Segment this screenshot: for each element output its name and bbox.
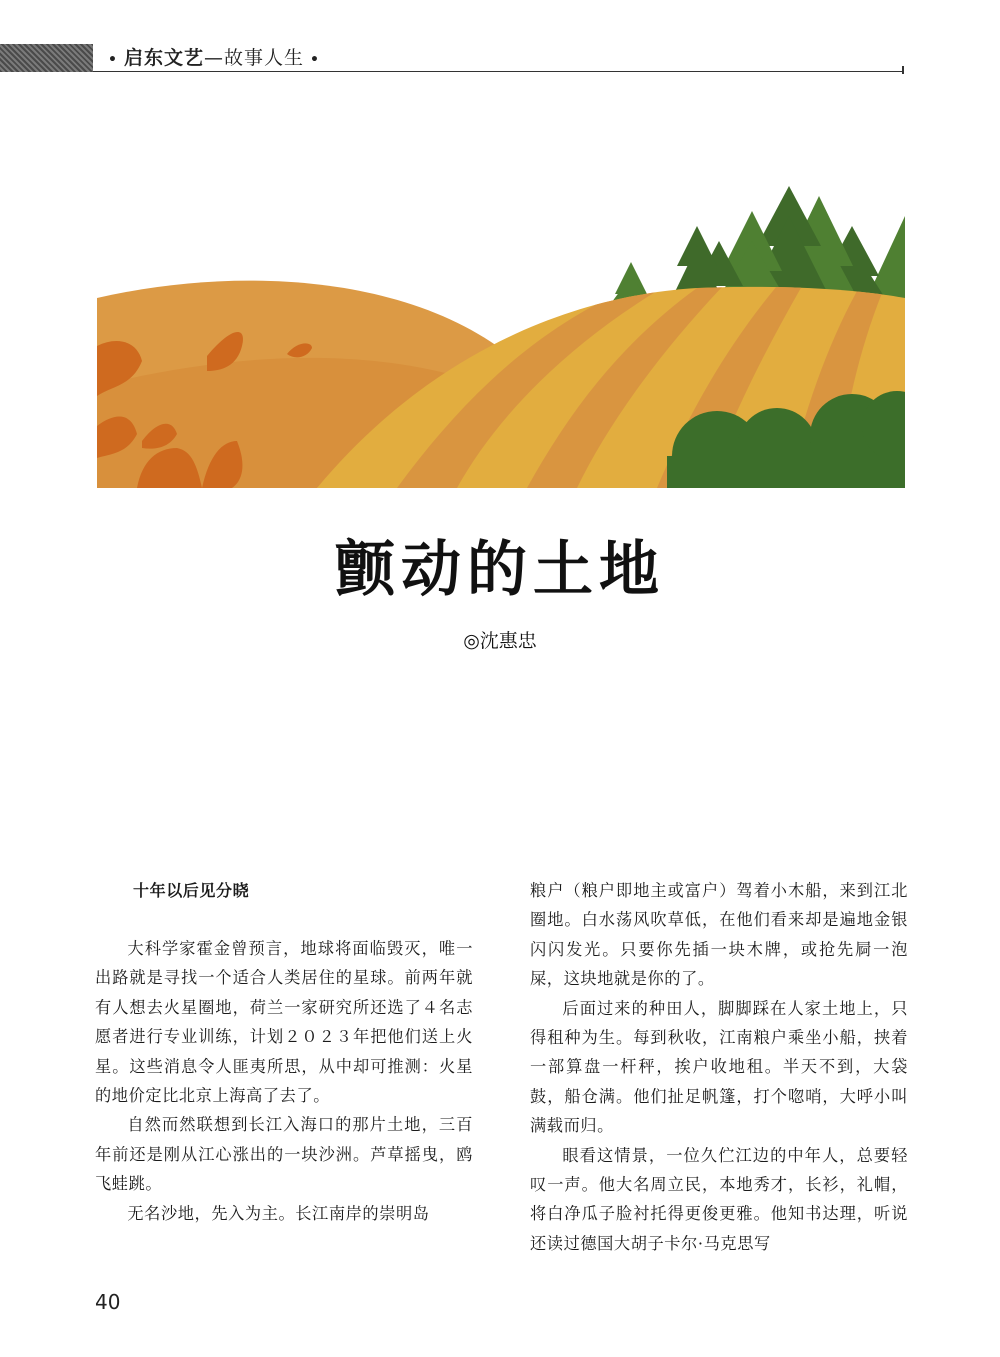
- article-title: 颤动的土地: [335, 535, 665, 605]
- paragraph: 后面过来的种田人，脚脚踩在人家土地上，只得租种为生。每到秋收，江南粮户乘坐小船，挟着一部算盘一杆秤，挨户收地租。半天不到，大袋鼓，船仓满。他们扯足帆篷，打个唿哨，大呼小叫满载而归。: [530, 998, 908, 1136]
- landscape-illustration: [97, 186, 905, 488]
- header-rule: [93, 71, 903, 72]
- header-dot-right: •: [309, 52, 320, 68]
- magazine-name: 启东文艺: [123, 47, 204, 69]
- paragraph: 大科学家霍金曾预言，地球将面临毁灭，唯一出路就是寻找一个适合人类居住的星球。前两年就有人想去火星圈地，荷兰一家研究所还选了４名志愿者进行专业训练，计划２０２３年把他们送上火星。这些消息令人匪夷所思，从中却可推测：火星的地价定比北京上海高了去了。: [95, 939, 473, 1106]
- running-header: [102, 44, 326, 72]
- article-author: ◎沈惠忠: [463, 630, 537, 652]
- header-dot-left: •: [108, 52, 118, 68]
- header-rule-end: [902, 66, 904, 74]
- right-column: [530, 876, 908, 1258]
- header-separator: —: [203, 47, 224, 69]
- section-heading: 十年以后见分晓: [133, 881, 250, 900]
- left-column: [95, 876, 473, 1228]
- paragraph-spacer: [95, 905, 473, 934]
- paragraph: 粮户（粮户即地主或富户）驾着小木船，来到江北圈地。白水荡风吹草低，在他们看来却是遍地金银闪闪发光。只要你先插一块木牌，或抢先屙一泡屎，这块地就是你的了。: [530, 881, 908, 989]
- paragraph: 无名沙地，先入为主。长江南岸的崇明岛: [127, 1203, 430, 1223]
- page-number: 40: [95, 1290, 121, 1314]
- paragraph: 自然而然联想到长江入海口的那片土地，三百年前还是刚从江心涨出的一块沙洲。芦草摇曳，鸥飞蛙跳。: [95, 1115, 473, 1194]
- column-name: 故事人生: [223, 47, 304, 69]
- header-pattern-block: [0, 44, 93, 72]
- bush-base: [667, 456, 905, 488]
- paragraph: 眼看这情景，一位久伫江边的中年人，总要轻叹一声。他大名周立民，本地秀才，长衫，礼帽，将白净瓜子脸衬托得更俊更雅。他知书达理，听说还读过德国大胡子卡尔·马克思写: [530, 1145, 908, 1253]
